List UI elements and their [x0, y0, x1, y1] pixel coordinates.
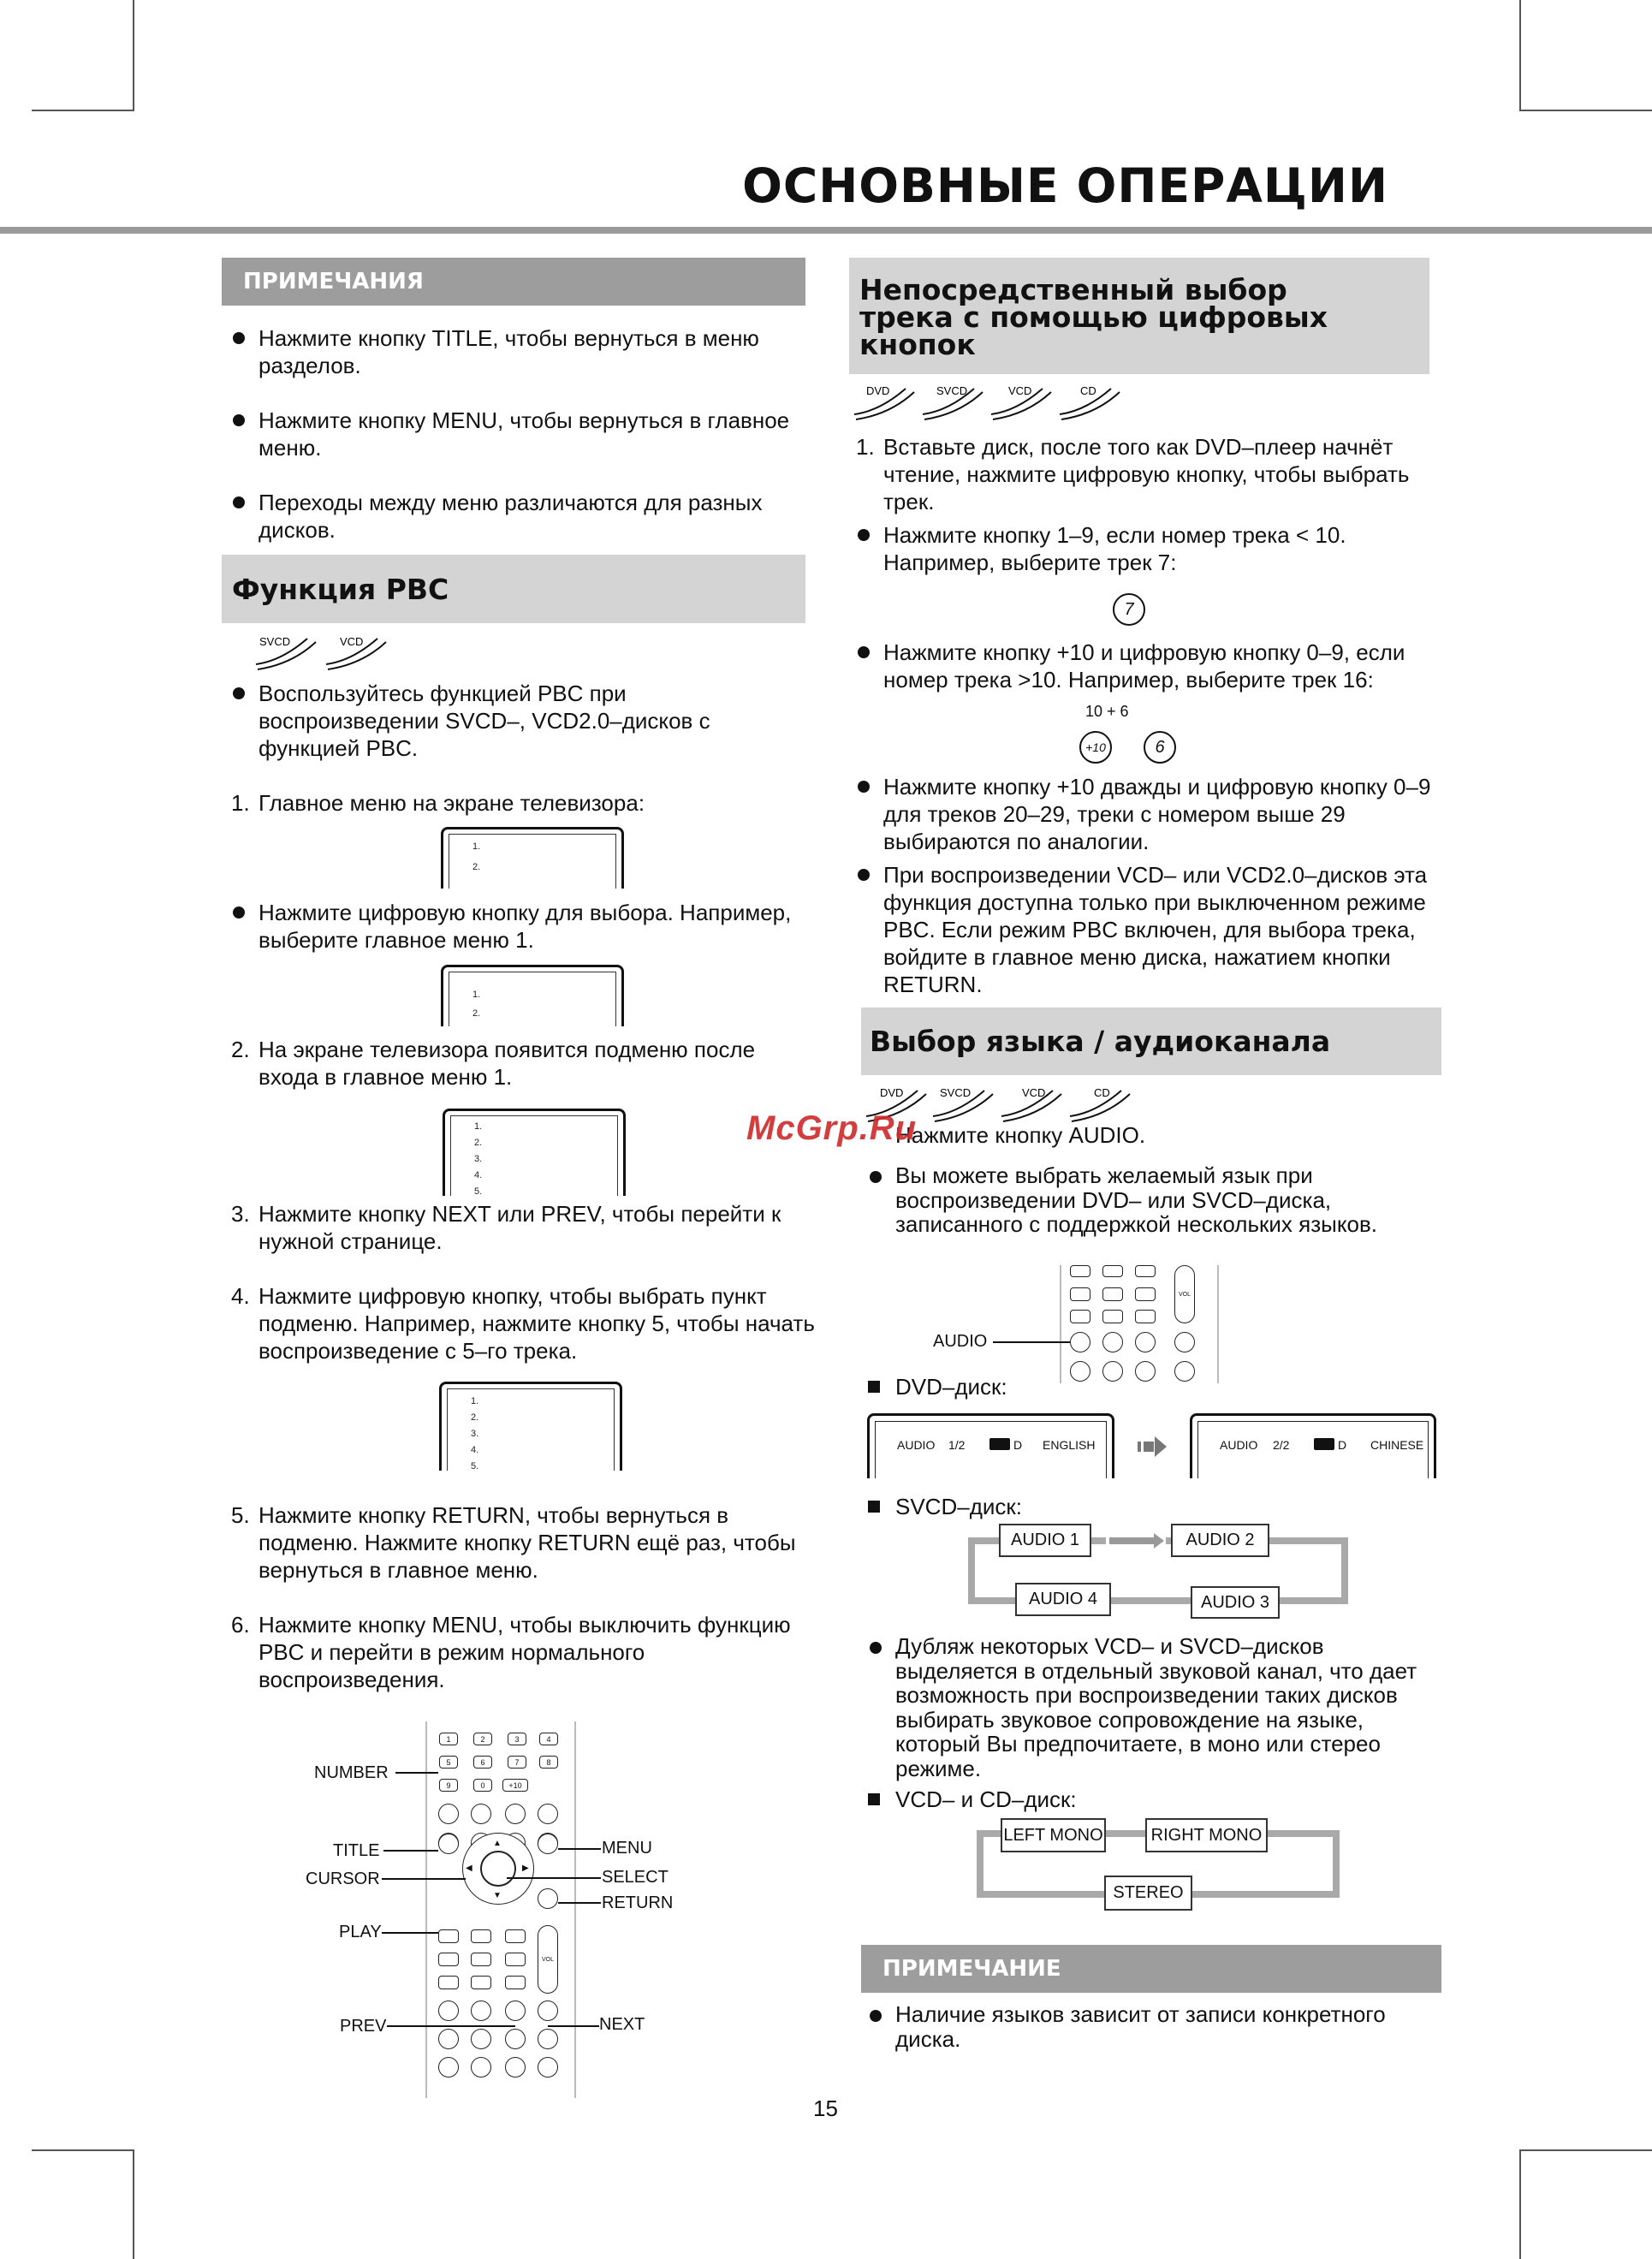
svg-text:CD: CD [1080, 384, 1096, 397]
direct-bullet-3: Нажмите кнопку +10 дважды и цифровую кнопку 0–9 для треков 20–29, треки с номером выше 29 выбираются по аналогии. [883, 773, 1440, 855]
svcd-disc-icon [251, 630, 321, 663]
key-2[interactable]: 2 [473, 1733, 492, 1745]
language-bullet-2: Дубляж некоторых VCD– и SVCD–дисков выделяется в отдельный звуковой канал, что дает возможность при воспроизведении таких дисков выбирать звуковое сопровождение на языке, который Вы предпочитаете, в моно или стерео режиме. [895, 1634, 1443, 1780]
key-4[interactable]: 4 [539, 1733, 558, 1745]
key-6-icon: 6 [1144, 731, 1176, 764]
svg-text:SVCD: SVCD [259, 635, 291, 648]
remote-button[interactable] [438, 1804, 459, 1824]
language-section-header: Выбор языка / аудиоканала [861, 1008, 1441, 1075]
direct-bullet-2: Нажмите кнопку +10 и цифровую кнопку 0–9, если номер трека >10. Например, выберите трек 16: [883, 639, 1440, 693]
remote-button[interactable] [505, 1804, 526, 1824]
step-5: 5. Нажмите кнопку RETURN, чтобы вернуться в подменю. Нажмите кнопку RETURN ещё раз, чтобы вернуться в главное меню. [231, 1502, 796, 1583]
leader-line [382, 1932, 438, 1934]
remote-button[interactable] [1102, 1310, 1123, 1323]
next-button[interactable] [538, 2029, 558, 2049]
audio-button[interactable] [1070, 1332, 1090, 1352]
key-6[interactable]: 6 [473, 1756, 492, 1769]
cursor-left-icon[interactable]: ◀ [466, 1864, 472, 1873]
tv-main-menu-select: 1. 2. [441, 965, 624, 1026]
rewind-button[interactable] [505, 2057, 526, 2078]
flow-left-mono: LEFT MONO [1001, 1818, 1106, 1852]
vcd-disc-icon [321, 630, 391, 663]
vcd-cd-disc-label: VCD– и CD–диск: [895, 1786, 1238, 1813]
svg-text:VCD: VCD [1022, 1086, 1046, 1099]
remote-button[interactable] [1102, 1332, 1123, 1352]
remote-button[interactable] [471, 1976, 491, 1989]
leader-line [382, 1878, 466, 1880]
step-3: 3. Нажмите кнопку NEXT или PREV, чтобы перейти к нужной странице. [231, 1201, 781, 1254]
note-text: Наличие языков зависит от записи конкретного диска. [895, 2001, 1386, 2052]
key-3[interactable]: 3 [508, 1733, 526, 1745]
key-1[interactable]: 1 [439, 1733, 458, 1745]
leader-line [558, 1848, 601, 1850]
pbc-section-header: Функция PBC [222, 555, 805, 623]
volume-rocker[interactable]: VOL [1174, 1265, 1195, 1323]
dolby-icon [989, 1438, 1010, 1450]
leader-line [383, 1850, 438, 1852]
remote-button[interactable] [438, 2029, 459, 2049]
remote-button[interactable] [505, 1976, 526, 1989]
language-step-1: Нажмите кнопку AUDIO. [895, 1122, 1146, 1148]
remote-button[interactable] [505, 2000, 526, 2021]
remote-button[interactable] [1174, 1332, 1195, 1352]
key-9[interactable]: 9 [439, 1779, 458, 1792]
remote-button[interactable] [438, 1953, 459, 1966]
vcd-disc-icon [996, 1082, 1067, 1115]
direct-bullet-1: Нажмите кнопку 1–9, если номер трека < 10. Например, выберите трек 7: [883, 521, 1440, 576]
label-return: RETURN [602, 1893, 674, 1912]
remote-button[interactable] [1135, 1265, 1156, 1277]
vcd-disc-icon [986, 380, 1056, 413]
remote-button[interactable] [1070, 1287, 1090, 1301]
remote-button[interactable] [438, 1976, 459, 1989]
remote-button[interactable] [1070, 1265, 1090, 1277]
remote-button[interactable] [1135, 1310, 1156, 1323]
play-button[interactable] [438, 1929, 459, 1943]
label-play: PLAY [339, 1923, 382, 1941]
direct-bullet-4: При воспроизведении VCD– или VCD2.0–дисков эта функция доступна только при выключенном режиме PBC. Если режим PBC включен, для выбора трека, войдите в главное меню диска, нажатием кнопки RETURN. [883, 861, 1440, 998]
svcd-disc-icon [928, 1082, 998, 1115]
arrow-right-icon [1138, 1436, 1167, 1455]
flow-audio-1: AUDIO 1 [999, 1524, 1091, 1557]
watermark: McGrp.Ru [746, 1109, 918, 1147]
svg-text:SVCD: SVCD [940, 1086, 972, 1099]
dolby-icon [1314, 1438, 1334, 1450]
cd-disc-icon [1065, 1082, 1135, 1115]
cd-disc-icon [1055, 380, 1125, 413]
leader-line [993, 1341, 1070, 1343]
flow-audio-3: AUDIO 3 [1191, 1586, 1280, 1619]
dvd-disc-icon [849, 380, 919, 413]
label-title: TITLE [333, 1841, 380, 1860]
tv-main-menu: 1. 2. [441, 827, 624, 889]
key-8[interactable]: 8 [539, 1756, 558, 1769]
remote-fragment [1060, 1265, 1219, 1383]
key-5[interactable]: 5 [439, 1756, 458, 1769]
flow-audio-4: AUDIO 4 [1015, 1583, 1111, 1616]
volume-rocker[interactable]: VOL [538, 1925, 558, 1994]
remote-button[interactable] [471, 1804, 491, 1824]
direct-step-1: 1. Вставьте диск, после того как DVD–плеер начнёт чтение, нажмите цифровую кнопку, чтобы выбрать трек. [856, 434, 1410, 514]
tv-submenu: 1. 2. 3. 4. 5. [443, 1109, 626, 1196]
menu-button[interactable] [538, 1834, 558, 1854]
key-plus10-icon: +10 [1079, 731, 1112, 764]
step-4: 4. Нажмите цифровую кнопку, чтобы выбрать пункт подменю. Например, нажмите кнопку 5, чтобы начать воспроизведение с 5–го трека. [231, 1283, 815, 1364]
remote-button[interactable] [1135, 1287, 1156, 1301]
label-number: NUMBER [314, 1763, 389, 1782]
key-0[interactable]: 0 [473, 1779, 492, 1792]
arrow-right-icon [1106, 1531, 1166, 1549]
remote-button[interactable] [471, 2057, 491, 2078]
remote-button[interactable] [471, 1953, 491, 1966]
remote-button[interactable] [505, 1953, 526, 1966]
leader-line [507, 1877, 601, 1879]
title-button[interactable] [438, 1834, 459, 1854]
remote-button[interactable] [438, 2000, 459, 2021]
label-menu: MENU [602, 1839, 652, 1858]
direct-select-header: Непосредственный выбор трека с помощью цифровых кнопок [849, 258, 1429, 374]
label-cursor: CURSOR [306, 1870, 380, 1888]
key-7-icon: 7 [1113, 593, 1145, 626]
dvd-audio-screen-2: AUDIO 2/2 D CHINESE [1190, 1413, 1436, 1478]
remote-button[interactable] [1102, 1287, 1123, 1301]
remote-button[interactable] [538, 2000, 558, 2021]
svg-text:DVD: DVD [866, 384, 890, 397]
leader-line [387, 2025, 515, 2027]
svg-text:DVD: DVD [880, 1086, 904, 1099]
key-7[interactable]: 7 [508, 1756, 526, 1769]
page-number: 15 [813, 2096, 838, 2121]
svg-text:SVCD: SVCD [936, 384, 968, 397]
return-button[interactable] [538, 1888, 558, 1909]
remote-button[interactable] [471, 1929, 491, 1943]
cursor-down-icon[interactable]: ▼ [493, 1891, 502, 1900]
remote-button[interactable] [1135, 1332, 1156, 1352]
note-item: Нажмите кнопку TITLE, чтобы вернуться в меню разделов. [258, 324, 815, 379]
note-item: Переходы между меню различаются для разных дисков. [258, 489, 815, 544]
notes-header: ПРИМЕЧАНИЯ [222, 258, 805, 306]
svg-text:VCD: VCD [1008, 384, 1032, 397]
remote-button[interactable] [471, 2029, 491, 2049]
step-6: 6. Нажмите кнопку MENU, чтобы выключить функцию PBC и перейти в режим нормального воспроизведения. [231, 1612, 791, 1692]
remote-buttons [428, 1721, 570, 2098]
leader-line [395, 1772, 438, 1774]
label-select: SELECT [602, 1868, 669, 1887]
svcd-disc-icon [918, 380, 988, 413]
remote-button[interactable] [538, 1804, 558, 1824]
dvd-audio-screen-1: AUDIO 1/2 D ENGLISH [867, 1413, 1114, 1478]
remote-button[interactable] [1070, 1310, 1090, 1323]
key-plus10[interactable]: +10 [502, 1779, 528, 1792]
leader-line [558, 1902, 601, 1904]
step-1: 1. Главное меню на экране телевизора: [231, 790, 645, 816]
cursor-up-icon[interactable]: ▲ [493, 1839, 502, 1848]
label-audio: AUDIO [933, 1332, 988, 1351]
dvd-disc-label: DVD–диск: [895, 1373, 1238, 1400]
remote-button[interactable] [1102, 1265, 1123, 1277]
formula-10-plus-6: 10 + 6 [1085, 703, 1129, 720]
remote-button[interactable] [438, 2057, 459, 2078]
flow-stereo: STEREO [1104, 1876, 1192, 1911]
step-2: 2. На экране телевизора появится подменю после входа в главное меню 1. [231, 1037, 756, 1090]
remote-button[interactable] [505, 1929, 526, 1943]
label-prev: PREV [340, 2017, 387, 2036]
prev-button[interactable] [505, 2029, 526, 2049]
flow-audio-2: AUDIO 2 [1171, 1524, 1269, 1557]
leader-line [548, 2025, 599, 2027]
header-rule [0, 227, 1652, 234]
pbc-intro: Воспользуйтесь функцией PBC при воспроизведении SVCD–, VCD2.0–дисков с функцией PBC. [258, 680, 806, 762]
note-item: Нажмите кнопку MENU, чтобы вернуться в главное меню. [258, 407, 815, 461]
flow-right-mono: RIGHT MONO [1145, 1818, 1268, 1852]
remote-button[interactable] [471, 2000, 491, 2021]
step-1-note: Нажмите цифровую кнопку для выбора. Например, выберите главное меню 1. [258, 899, 806, 954]
tv-submenu-select: 1. 2. 3. 4. 5. [439, 1382, 622, 1471]
note-header: ПРИМЕЧАНИЕ [861, 1945, 1441, 1993]
language-bullet-1: Вы можете выбрать желаемый язык при воспроизведении DVD– или SVCD–диска, записанного с поддержкой нескольких языков. [895, 1163, 1443, 1237]
svg-text:CD: CD [1094, 1086, 1110, 1099]
fast-forward-button[interactable] [538, 2057, 558, 2078]
svcd-disc-label: SVCD–диск: [895, 1493, 1238, 1520]
cursor-right-icon[interactable]: ▶ [522, 1864, 529, 1873]
page-title: ОСНОВНЫЕ ОПЕРАЦИИ [742, 158, 1388, 213]
svg-text:VCD: VCD [340, 635, 364, 648]
label-next: NEXT [599, 2015, 645, 2034]
select-button[interactable] [480, 1851, 516, 1887]
